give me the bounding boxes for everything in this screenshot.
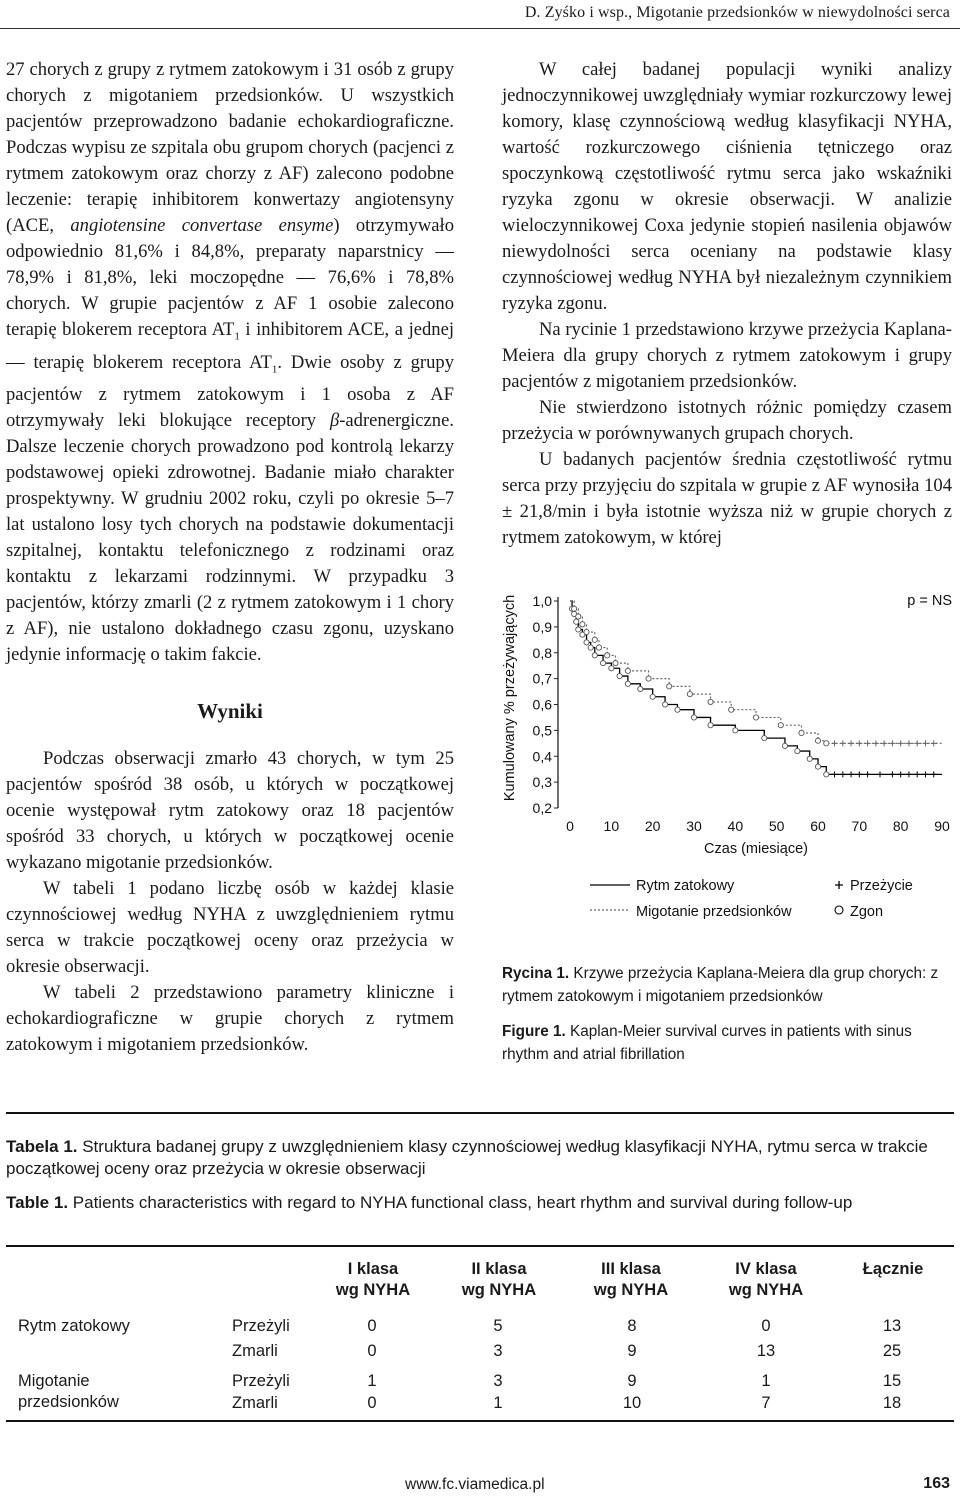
figure-caption-pl: Rycina 1. Krzywe przeżycia Kaplana-Meiera dla grup chorych: z rytmem zatokowym i migotaniem przedsionków	[502, 965, 939, 1005]
right-column	[502, 57, 952, 551]
table-cell: 5	[493, 1317, 503, 1335]
death-marker	[574, 619, 579, 624]
page-number: 163	[923, 1475, 950, 1492]
paragraph: Nie stwierdzono istotnych różnic pomiędzy czasem przeżycia w porównywanych grupach chorych.	[502, 397, 952, 444]
x-tick-label: 30	[686, 818, 702, 834]
table-cell: 25	[882, 1342, 902, 1360]
censor-mark	[922, 771, 928, 777]
table-header-cell: II klasa wg NYHA	[461, 1260, 537, 1299]
death-marker	[708, 723, 713, 728]
death-marker	[667, 684, 672, 689]
table-cell: 10	[622, 1394, 642, 1412]
table-status: Przeżyli	[232, 1317, 290, 1335]
death-marker	[576, 614, 581, 619]
x-tick-label: 70	[851, 818, 868, 834]
death-marker	[807, 756, 812, 761]
censor-mark	[898, 771, 904, 777]
death-marker	[584, 640, 589, 645]
censor-mark	[922, 740, 928, 746]
censor-mark	[873, 740, 879, 746]
running-head: D. Zyśko i wsp., Migotanie przedsionków w niewydolności serca	[524, 4, 950, 21]
censor-mark	[840, 740, 846, 746]
table-cell: 0	[367, 1317, 377, 1335]
death-marker	[708, 699, 713, 704]
death-marker	[605, 653, 610, 658]
table-bottom-rule	[6, 1420, 954, 1422]
table-cell: 9	[627, 1372, 637, 1390]
censor-mark	[881, 740, 887, 746]
death-marker	[729, 707, 734, 712]
figure-caption-en: Figure 1. Kaplan-Meier survival curves in patients with sinus rhythm and atrial fibrillation	[502, 1023, 912, 1063]
death-marker	[815, 764, 820, 769]
paragraph: 27 chorych z grupy z rytmem zatokowym i 31 osób z grupy chorych z migotaniem przedsionków. U wszystkich pacjentów przeprowadzono badanie echokardiograficzne. Podczas wypisu ze szpitala obu grupom chorych (pacjenci z rytmem zatokowym oraz chorzy z AF) zalecono podobne leczenie: terapię inhibitorem konwertazy angiotensyny (ACE, angiotensine convertase ensyme) otrzymywało odpowiednio 81,6% i 84,8%, preparaty naparstnicy — 78,9% i 81,8%, leki moczopędne — 76,6% i 78,8% chorych. W grupie pacjentów z AF 1 osobie zalecono terapię blokerem receptora $AT_1$ i inhibitorem ACE, a jednej — terapię blokerem receptora $AT_1$. Dwie osoby z grupy pacjentów z rytmem zatokowym i 1 osoba z AF otrzymywały leki blokujące receptory β-adrenergiczne. Dalsze leczenie chorych prowadzono pod kontrolą lekarzy podstawowej opieki zdrowotnej. Badanie miało charakter prospektywny. W grudniu 2002 roku, czyli po okresie 5–7 lat ustalono losy tych chorych na podstawie dokumentacji szpitalnej, kontaktu telefonicznego z rodzinami oraz kontaktu z lekarzami rodzinnymi. W przypadku 3 pacjentów, którzy zmarli (2 z rytmem zatokowym i 1 chory z AF), nie ustalono dokładnego czasu zgonu, uzyskano jedynie informację o takim fakcie.	[6, 59, 454, 666]
table-cell: 15	[882, 1372, 902, 1390]
y-tick-label: 0,5	[532, 722, 552, 739]
death-marker	[617, 673, 622, 678]
table-header-cell: III klasa wg NYHA	[593, 1260, 669, 1299]
censor-mark	[931, 771, 937, 777]
death-marker	[691, 715, 696, 720]
censor-mark	[848, 771, 854, 777]
y-tick-label: 0,2	[532, 800, 552, 816]
table-header-cell: Łącznie	[862, 1260, 924, 1278]
paragraph: Podczas obserwacji zmarło 43 chorych, w tym 25 pacjentów spośród 38 osób, u których w początkowej ocenie występował rytm zatokowy oraz 18 pacjentów spośród 33 chorych, u których w początkowej ocenie wykazano migotanie przedsionków.	[6, 748, 454, 874]
table-status: Zmarli	[232, 1394, 278, 1412]
table-cell: 9	[627, 1342, 637, 1360]
table-cell: 3	[493, 1342, 503, 1360]
death-marker	[799, 730, 804, 735]
death-marker	[609, 666, 614, 671]
death-marker	[753, 715, 758, 720]
censor-mark	[848, 740, 854, 746]
y-tick-label: 0,4	[532, 748, 552, 765]
death-marker	[638, 686, 643, 691]
death-marker	[762, 736, 767, 741]
y-tick-label: 0,6	[532, 696, 552, 713]
censor-mark	[856, 771, 862, 777]
table-top-rule	[6, 1112, 954, 1114]
death-marker	[687, 692, 692, 697]
paragraph: W tabeli 1 podano liczbę osób w każdej klasie czynnościowej według NYHA z uwzględnieniem rytmu serca w trakcie początkowej oceny oraz przeżycia w okresie obserwacji.	[6, 878, 454, 978]
censor-mark	[906, 771, 912, 777]
death-marker	[580, 622, 585, 627]
censor-mark	[889, 740, 895, 746]
table-header-cell: IV klasa wg NYHA	[728, 1260, 804, 1299]
table-cell: 0	[761, 1317, 771, 1335]
death-marker	[600, 661, 605, 666]
death-marker	[650, 694, 655, 699]
table-status: Przeżyli	[232, 1372, 290, 1390]
figure-kaplan-meier	[496, 580, 960, 940]
censor-mark	[906, 740, 912, 746]
death-marker	[824, 741, 829, 746]
legend-label-sinus: Rytm zatokowy	[636, 878, 735, 894]
y-tick-label: 0,8	[532, 644, 552, 661]
table-cell: 1	[761, 1372, 771, 1390]
censor-mark	[914, 740, 920, 746]
paragraph: W tabeli 2 przedstawiono parametry kliniczne i echokardiograficzne w grupie chorych z rytmem zatokowym i migotaniem przedsionków.	[6, 982, 454, 1056]
left-column	[6, 57, 454, 1058]
legend-label-death: Zgon	[850, 904, 884, 920]
table-caption-pl: Tabela 1. Struktura badanej grupy z uwzględnieniem klasy czynnościowej według klasyfikacji NYHA, rytmu serca w trakcie początkowej oceny oraz przeżycia w okresie obserwacji	[6, 1137, 928, 1178]
table-cell: 13	[756, 1342, 776, 1360]
table-cell: 0	[367, 1394, 377, 1412]
censor-mark	[889, 771, 895, 777]
y-tick-label: 1,0	[532, 593, 552, 609]
table-cell: 0	[367, 1342, 377, 1360]
table-header-cell: I klasa wg NYHA	[335, 1260, 411, 1299]
table-cell: 1	[493, 1394, 503, 1412]
death-marker	[815, 738, 820, 743]
table-header-rule	[6, 1245, 954, 1247]
death-marker	[824, 772, 829, 777]
legend-circle-marker	[835, 906, 843, 914]
x-tick-label: 50	[768, 818, 785, 834]
death-marker	[795, 748, 800, 753]
death-marker	[584, 629, 589, 634]
y-axis-label: Kumulowany % przeżywających	[502, 594, 518, 802]
table-cell: 18	[882, 1394, 902, 1412]
x-tick-label: 80	[892, 818, 909, 834]
x-tick-label: 40	[727, 818, 744, 834]
header-rule	[0, 28, 960, 29]
series-sinus-rhythm	[570, 601, 942, 774]
table-cell: 7	[761, 1394, 771, 1412]
censor-mark	[840, 771, 846, 777]
x-tick-label: 20	[644, 818, 661, 834]
death-marker	[613, 661, 618, 666]
paragraph: Na rycinie 1 przedstawiono krzywe przeżycia Kaplana-Meiera dla grupy chorych z rytmem zatokowym i grupy pacjentów z migotaniem przedsionków.	[502, 319, 952, 392]
x-tick-label: 60	[810, 818, 826, 834]
table-caption-en: Table 1. Patients characteristics with regard to NYHA functional class, heart rhythm and survival during follow-up	[6, 1193, 853, 1212]
table-cell: 3	[493, 1372, 503, 1390]
censor-mark	[914, 771, 920, 777]
paragraph: W całej badanej populacji wyniki analizy jednoczynnikowej uwzględniały wymiar rozkurczowy lewej komory, klasę czynnościową według klasyfikacji NYHA, wartość rozkurczowego ciśnienia tętniczego oraz spoczynkową częstotliwość rytmu serca jako wskaźniki ryzyka zgonu w okresie obserwacji. W analizie wieloczynnikowej Coxa jedynie stopień nasilenia objawów niewydolności serca oceniany na podstawie klasy czynnościowej według NYHA był niezależnym czynnikiem ryzyka zgonu.	[502, 59, 952, 314]
x-tick-label: 10	[603, 818, 620, 834]
death-marker	[782, 743, 787, 748]
censor-mark	[877, 771, 883, 777]
censor-mark	[832, 740, 838, 746]
death-marker	[592, 653, 597, 658]
table-group-label: Rytm zatokowy	[18, 1317, 130, 1335]
km-chart	[496, 580, 960, 940]
paragraph: U badanych pacjentów średnia częstotliwość rytmu serca przy przyjęciu do szpitala w grupie z AF wynosiła 104 ± 21,8/min i była istotnie wyższa niż w grupie chorych z rytmem zatokowym, w której	[502, 449, 952, 548]
y-tick-label: 0,9	[532, 618, 552, 635]
y-tick-label: 0,7	[532, 670, 552, 687]
death-marker	[592, 637, 597, 642]
death-marker	[588, 645, 593, 650]
censor-mark	[931, 740, 937, 746]
x-axis-label: Czas (miesiące)	[704, 841, 808, 857]
legend-label-af: Migotanie przedsionków	[636, 904, 792, 920]
censor-mark	[865, 740, 871, 746]
death-marker	[625, 681, 630, 686]
x-tick-label: 90	[934, 818, 950, 834]
table-cell: 1	[367, 1372, 377, 1390]
death-marker	[662, 702, 667, 707]
censor-mark	[865, 771, 871, 777]
death-marker	[576, 627, 581, 632]
death-marker	[625, 668, 630, 673]
censor-mark	[898, 740, 904, 746]
death-marker	[675, 707, 680, 712]
section-heading: Wyniki	[197, 699, 263, 724]
table-cell: 8	[627, 1317, 637, 1335]
legend-label-survival: Przeżycie	[850, 878, 913, 894]
p-value-annotation: p = NS	[907, 593, 952, 609]
y-tick-label: 0,3	[532, 774, 552, 791]
table-cell: 13	[882, 1317, 902, 1335]
death-marker	[596, 645, 601, 650]
footer-url[interactable]: www.fc.viamedica.pl	[405, 1476, 545, 1493]
table-group-label: Migotanie przedsionków	[18, 1372, 119, 1411]
censor-mark	[856, 740, 862, 746]
death-marker	[778, 723, 783, 728]
censor-mark	[832, 771, 838, 777]
death-marker	[572, 606, 577, 611]
death-marker	[733, 728, 738, 733]
legend-plus-marker	[835, 881, 843, 889]
death-marker	[646, 676, 651, 681]
x-tick-label: 0	[566, 818, 574, 834]
table-status: Zmarli	[232, 1342, 278, 1360]
